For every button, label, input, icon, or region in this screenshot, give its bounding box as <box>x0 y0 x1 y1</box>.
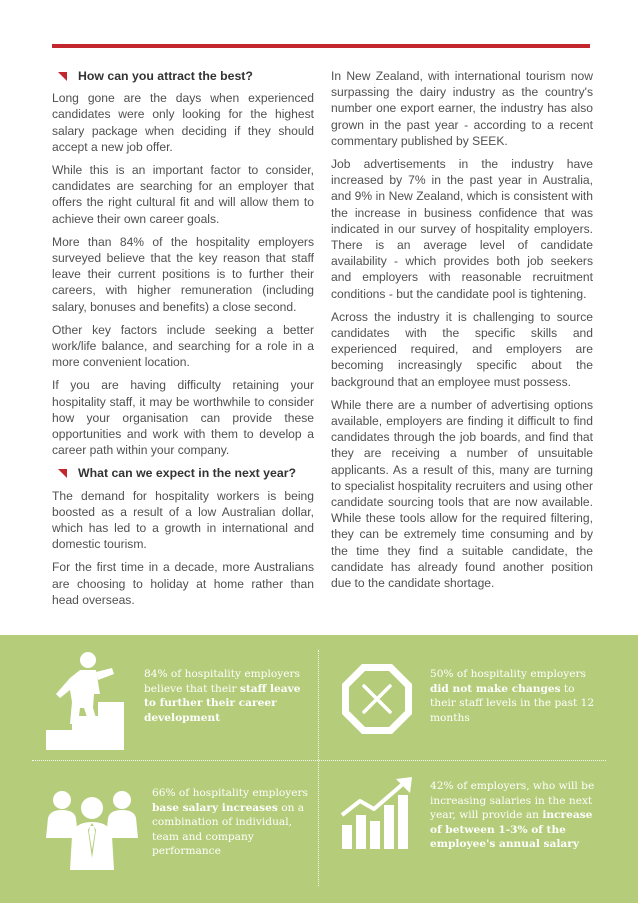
paragraph: If you are having difficulty retaining your hospitality staff, it may be worthwhile to consider how your organisation can provide these opportunities and work with them to develop a career path within your company. <box>52 378 314 458</box>
paragraph: Job advertisements in the industry have increased by 7% in the past year in Australia, and 9% in New Zealand, which is consistent with the increase in business confidence that was indicated in our survey of hospitality employers. There is an average level of candidate availability - which provides both job seekers and employers with reasonable recruitment conditions - but the candidate pool is tightening. <box>331 157 593 301</box>
section-heading-next-year <box>52 465 314 481</box>
business-people-icon <box>42 778 142 874</box>
paragraph: Long gone are the days when experienced candidates were only looking for the highest salary package when deciding if they should accept a new job offer. <box>52 91 314 154</box>
stat-text: to their staff levels in the past 12 months <box>430 682 595 724</box>
paragraph: For the first time in a decade, more Australians are choosing to holiday at home rather than head overseas. <box>52 560 314 607</box>
stat-highlight: increase of between 1-3% of the employee's annual salary <box>430 809 593 851</box>
stat-text: 66% of hospitality employers <box>152 787 308 799</box>
stat-text: on a combination of individual, team and company performance <box>152 801 305 858</box>
paragraph: While there are a number of advertising options available, employers are finding it difficult to find candidates through the job boards, and find that they are receiving a number of unsuitable applicants. As a result of this, many are turning to specialist hospitality recruiters and using other candidate sourcing tools that are now available. While these tools allow for the required filtering, they can be extremely time consuming and by the time they find a suitable candidate, the candidate has already found another position due to the candidate shortage. <box>331 397 593 591</box>
section-heading-attract <box>52 68 314 84</box>
triangle-bullet-icon <box>58 72 67 81</box>
octagon-x-icon <box>340 662 414 736</box>
stat-text: 50% of hospitality employers <box>430 668 586 680</box>
paragraph: In New Zealand, with international tourism now surpassing the dairy industry as the country's number one export earner, the industry has also grown in the past year - according to a recent commentary published by SEEK. <box>331 69 593 148</box>
heading-text: How can you attract the best? <box>78 69 253 83</box>
stat-highlight: staff leave to further their career development <box>144 682 301 724</box>
left-column <box>52 68 314 615</box>
heading-text: What can we expect in the next year? <box>78 466 296 481</box>
panel-divider-horizontal <box>32 760 606 761</box>
right-column <box>331 68 593 598</box>
stat-highlight: base salary increases <box>152 801 278 814</box>
paragraph: Other key factors include seeking a better work/life balance, and searching for a role in a more convenient location. <box>52 322 314 370</box>
stat-staff-leave <box>144 667 304 725</box>
stat-text: 84% of hospitality employers believe that their <box>144 668 300 695</box>
stat-no-changes <box>430 667 600 725</box>
paragraph: While this is an important factor to consider, candidates are searching for an employer that offers the right cultural fit and will allow them to achieve their own career goals. <box>52 163 314 226</box>
stat-salary-increase <box>430 779 605 852</box>
growth-chart-icon <box>338 775 416 851</box>
paragraph: Across the industry it is challenging to source candidates with the specific skills and experienced required, and employers are becoming increasingly specific about the background that an employee must possess. <box>331 309 593 389</box>
panel-divider-vertical <box>318 650 319 886</box>
paragraph: More than 84% of the hospitality employers surveyed believe that the key reason that staff leave their current positions is to further their careers, with higher remuneration (including salary, bonuses and benefits) a close second. <box>52 234 314 314</box>
top-accent-rule <box>52 44 590 48</box>
stat-text: 42% of employers, who will be increasing salaries in the next year, will provide an <box>430 780 595 822</box>
stat-highlight: did not make changes <box>430 682 561 695</box>
stat-base-salary <box>152 786 312 859</box>
stairs-climber-icon <box>40 650 130 750</box>
paragraph: The demand for hospitality workers is being boosted as a result of a low Australian dollar, which has led to a growth in international and domestic tourism. <box>52 488 314 552</box>
triangle-bullet-icon <box>58 469 67 478</box>
